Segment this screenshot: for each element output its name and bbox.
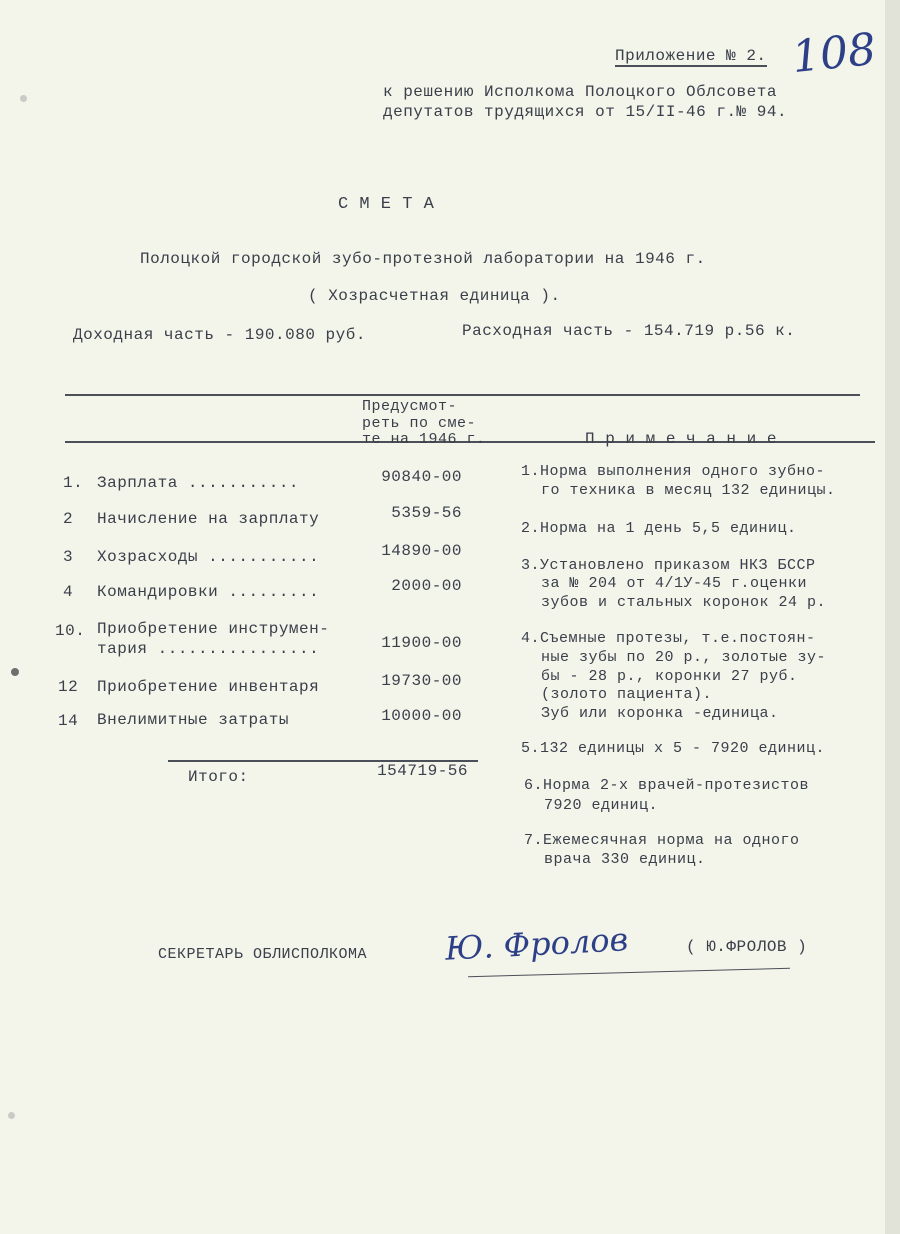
row-number: 14 <box>58 712 79 730</box>
punch-hole <box>20 95 27 102</box>
folio-number: 108 <box>789 23 879 84</box>
note-6-line-2: 7920 единиц. <box>544 797 659 814</box>
note-4-line-3: бы - 28 р., коронки 27 руб. <box>541 668 798 685</box>
row-value: 90840-00 <box>381 468 462 486</box>
row-value: 19730-00 <box>381 672 462 690</box>
note-4-line-1: 4.Съемные протезы, т.е.постоян- <box>521 630 816 647</box>
document-heading: С М Е Т А <box>338 195 435 214</box>
note-1-line-1: 1.Норма выполнения одного зубно- <box>521 463 826 480</box>
row-label-continued: тария ................ <box>97 640 320 658</box>
budget-column-header-line-3: те на 1946 г. <box>362 431 486 448</box>
punch-hole <box>8 1112 15 1119</box>
table-top-rule <box>65 394 860 396</box>
punch-hole <box>11 668 19 676</box>
note-3-line-2: за № 204 от 4/1У-45 г.оценки <box>541 575 808 592</box>
row-label: Хозрасходы ........... <box>97 548 320 566</box>
note-2-line-1: 2.Норма на 1 день 5,5 единиц. <box>521 520 797 537</box>
row-label: Зарплата ........... <box>97 474 300 492</box>
row-label: Начисление на зарплату <box>97 510 320 528</box>
row-value: 14890-00 <box>381 542 462 560</box>
row-number: 3 <box>63 548 74 566</box>
row-label: Приобретение инструмен- <box>97 620 330 638</box>
budget-column-header-line-2: реть по сме- <box>362 415 477 432</box>
appendix-label: Приложение № 2. <box>615 47 767 65</box>
unit-type: ( Хозрасчетная единица ). <box>308 287 561 305</box>
note-4-line-4: (золото пациента). <box>541 686 713 703</box>
decision-line-2: депутатов трудящихся от 15/II-46 г.№ 94. <box>383 103 788 121</box>
total-value: 154719-56 <box>377 762 468 780</box>
row-number: 10. <box>55 622 86 640</box>
note-4-line-2: ные зубы по 20 р., золотые зу- <box>541 649 827 666</box>
signatory-title: СЕКРЕТАРЬ ОБЛИСПОЛКОМА <box>158 946 368 963</box>
row-label: Командировки ......... <box>97 583 320 601</box>
note-6-line-1: 6.Норма 2-х врачей-протезистов <box>524 777 810 794</box>
signatory-name: ( Ю.ФРОЛОВ ) <box>686 938 808 956</box>
row-value: 5359-56 <box>391 504 462 522</box>
row-number: 12 <box>58 678 79 696</box>
signature-underline <box>468 968 790 977</box>
row-label: Приобретение инвентаря <box>97 678 320 696</box>
expense-total: Расходная часть - 154.719 р.56 к. <box>462 322 796 340</box>
row-value: 11900-00 <box>381 634 462 652</box>
row-value: 10000-00 <box>381 707 462 725</box>
income-total: Доходная часть - 190.080 руб. <box>73 326 366 344</box>
row-number: 1. <box>63 474 84 492</box>
handwritten-signature: Ю. Фролов <box>444 920 629 968</box>
note-5-line-1: 5.132 единицы х 5 - 7920 единиц. <box>521 740 826 757</box>
decision-line-1: к решению Исполкома Полоцкого Облсовета <box>383 83 777 101</box>
row-number: 4 <box>63 583 74 601</box>
note-4-line-5: Зуб или коронка -единица. <box>541 705 779 722</box>
note-1-line-2: го техника в месяц 132 единицы. <box>541 482 836 499</box>
note-3-line-3: зубов и стальных коронок 24 р. <box>541 594 827 611</box>
row-label: Внелимитные затраты <box>97 711 289 729</box>
row-number: 2 <box>63 510 74 528</box>
total-label: Итого: <box>188 768 249 786</box>
document-subject: Полоцкой городской зубо-протезной лаборатории на 1946 г. <box>140 250 706 268</box>
note-7-line-1: 7.Ежемесячная норма на одного <box>524 832 800 849</box>
note-3-line-1: 3.Установлено приказом НКЗ БССР <box>521 557 816 574</box>
note-7-line-2: врача 330 единиц. <box>544 851 706 868</box>
notes-column-header: П р и м е ч а н и е <box>585 430 777 448</box>
row-value: 2000-00 <box>391 577 462 595</box>
page-edge <box>885 0 900 1234</box>
budget-column-header-line-1: Предусмот- <box>362 398 458 415</box>
